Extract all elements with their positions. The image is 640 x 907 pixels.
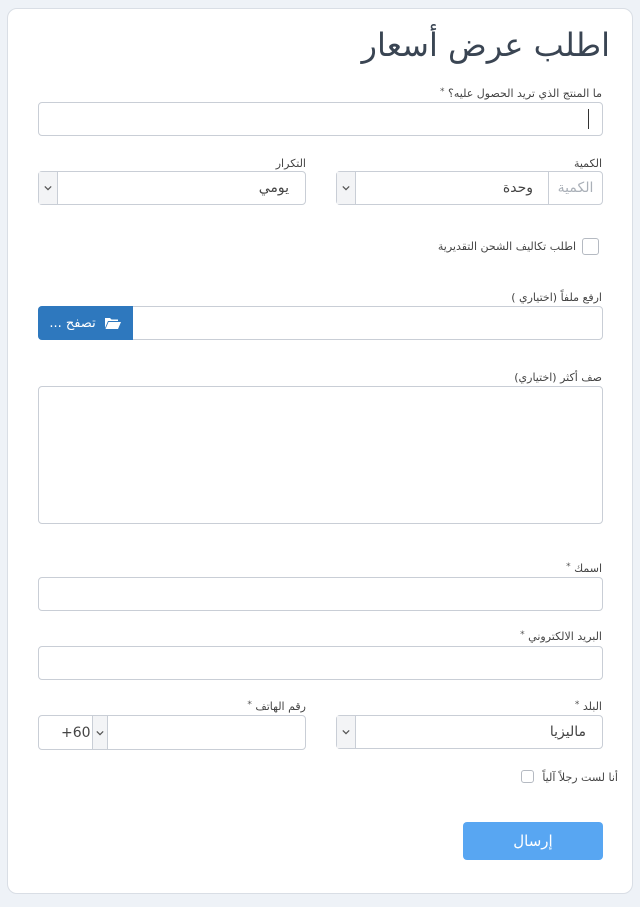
country-label [575,700,602,713]
phone-number-input[interactable] [107,716,305,749]
phone-code: +60 [61,724,91,741]
unit-select[interactable] [356,172,548,204]
frequency-select[interactable] [38,171,306,205]
phone-label-text: رقم الهاتف [255,700,306,713]
quantity-label: الكمية [573,157,602,170]
page-title: اطلب عرض أسعار [361,26,610,64]
robot-checkbox[interactable] [521,770,534,783]
upload-label: ارفع ملفاً (اختياري ) [511,291,602,304]
folder-open-icon [104,316,122,330]
required-mark: * [247,700,252,710]
submit-label: إرسال [513,832,553,850]
country-select-button[interactable] [337,716,356,748]
quantity-placeholder: الكمية [557,180,594,196]
chevron-down-icon [44,184,52,192]
product-label [440,87,602,100]
chevron-down-icon [96,729,104,737]
chevron-down-icon [342,184,350,192]
required-mark: * [566,562,571,572]
email-label [520,630,602,643]
description-label: صف أكثر (اختياري) [514,371,602,384]
quantity-group [336,171,603,205]
phone-group [38,715,306,750]
phone-code-select-button[interactable] [92,716,108,749]
country-value: ماليزيا [549,724,586,740]
phone-code-select[interactable] [39,716,92,749]
robot-label: أنا لست رجلاً آلياً [542,771,618,784]
name-label [566,562,602,575]
name-label-text: اسمك [574,562,602,575]
browse-button[interactable] [38,306,133,340]
browse-label: تصفح ... [49,315,96,331]
text-caret [588,109,589,129]
shipping-label: اطلب تكاليف الشحن التقديرية [437,240,576,253]
required-mark: * [574,700,580,710]
product-input[interactable] [38,102,603,136]
frequency-value: يومي [258,180,289,196]
quantity-input[interactable] [548,172,602,204]
email-input[interactable] [38,646,603,680]
required-mark: * [440,87,445,97]
chevron-down-icon [342,728,350,736]
email-label-text: البريد الالكتروني [528,630,602,643]
country-value-wrap [550,716,586,748]
required-mark: * [520,630,525,640]
frequency-select-button[interactable] [39,172,58,204]
country-select[interactable] [336,715,603,749]
unit-value: وحدة [502,180,533,196]
frequency-value-wrap [259,172,289,204]
shipping-checkbox[interactable] [582,238,599,255]
product-label-text: ما المنتج الذي تريد الحصول عليه؟ [448,87,602,100]
frequency-label: التكرار [275,157,306,170]
description-textarea[interactable] [38,386,603,524]
unit-select-button[interactable] [337,172,356,204]
country-label-text: البلد [582,700,602,713]
submit-button[interactable] [463,822,603,860]
phone-label [247,700,306,713]
name-input[interactable] [38,577,603,611]
